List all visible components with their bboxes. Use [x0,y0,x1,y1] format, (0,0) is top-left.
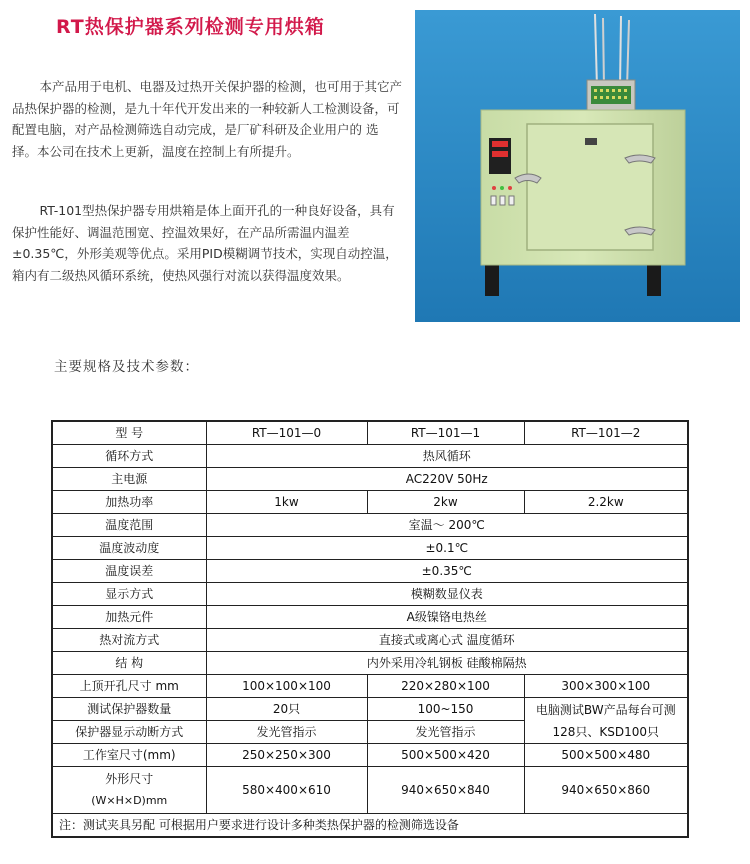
cell-value: 直接式或离心式 温度循环 [206,629,688,652]
table-row-top-hole [52,675,688,698]
cell-value: 热风循环 [206,445,688,468]
table-row-model [52,421,688,445]
row-label: 温度误差 [52,560,206,583]
cell-value: A级镍铬电热丝 [206,606,688,629]
cell-value: 100×100×100 [206,675,367,698]
row-label: 温度波动度 [52,537,206,560]
model-0: RT—101—0 [206,421,367,445]
cell-value: 发光管指示 [206,721,367,744]
cell-value: 20只 [206,698,367,721]
oven-illustration [415,10,740,322]
cell-value: 500×500×480 [524,744,688,767]
cell-value: 580×400×610 [206,767,367,814]
row-label: 热对流方式 [52,629,206,652]
row-label: 结 构 [52,652,206,675]
cell-value: 发光管指示 [367,721,524,744]
table-row-temp-error [52,560,688,583]
intro-paragraph-2: RT-101型热保护器专用烘箱是体上面开孔的一种良好设备，具有保护性能好、调温范围宽、控温效果好，在产品所需温内温差±0.35℃，外形美观等优点。采用PID模糊调节技术，实现自动控温，箱内有二级热风循环系统，使热风强行对流以获得温度效果。 [12,203,398,283]
cell-value: AC220V 50Hz [206,468,688,491]
row-label: 上顶开孔尺寸 mm [52,675,206,698]
row-label: 温度范围 [52,514,206,537]
table-row-convection [52,629,688,652]
table-note: 注：测试夹具另配 可根据用户要求进行设计多种类热保护器的检测筛选设备 [52,814,688,838]
table-row-temp-fluctuation [52,537,688,560]
cell-value: 1kw [206,491,367,514]
table-row-chamber-size [52,744,688,767]
row-label: 加热功率 [52,491,206,514]
row-label: 工作室尺寸(mm) [52,744,206,767]
intro-paragraph-1: 本产品用于电机、电器及过热开关保护器的检测，也可用于其它产品热保护器的检测，是九十年代开发出来的一种较新人工检测设备，可配置电脑，对产品检测筛选自动完成，是厂矿科研及企业用户的 选择。本公司在技术上更新，温度在控制上有所提升。 [12,79,403,159]
cell-value: 940×650×840 [367,767,524,814]
specs-heading: 主要规格及技术参数： [54,359,199,375]
table-row-protector-count [52,698,688,721]
table-row-outer-size [52,767,688,814]
row-label-line2: (W×H×D)mm [91,794,168,807]
row-label: 测试保护器数量 [52,698,206,721]
cell-value: 2.2kw [524,491,688,514]
oven-photo [415,10,740,322]
table-row-heating-power [52,491,688,514]
cell-value: 940×650×860 [524,767,688,814]
cell-value: 室温～ 200℃ [206,514,688,537]
cell-value: 250×250×300 [206,744,367,767]
table-row-display [52,583,688,606]
cell-value: 内外采用冷轧钢板 硅酸棉隔热 [206,652,688,675]
cell-value: 220×280×100 [367,675,524,698]
table-row-note [52,814,688,838]
row-label: 循环方式 [52,445,206,468]
table-row-heating-element [52,606,688,629]
model-2: RT—101—2 [524,421,688,445]
cell-value: 100~150 [367,698,524,721]
row-label: 保护器显示动断方式 [52,721,206,744]
cell-value: 模糊数显仪表 [206,583,688,606]
table-row-structure [52,652,688,675]
table-row-temp-range [52,514,688,537]
row-label: 加热元件 [52,606,206,629]
spec-table [51,420,689,838]
cell-value: 300×300×100 [524,675,688,698]
row-label [52,767,206,814]
model-1: RT—101—1 [367,421,524,445]
row-label-line1: 外形尺寸 [105,772,154,786]
table-row-power-supply [52,468,688,491]
cell-value: 2kw [367,491,524,514]
page-title: RT热保护器系列检测专用烘箱 [56,16,325,38]
row-label: 主电源 [52,468,206,491]
cell-value: ±0.35℃ [206,560,688,583]
cell-value: ±0.1℃ [206,537,688,560]
row-label: 型 号 [52,421,206,445]
table-row-circulation [52,445,688,468]
cell-value: 500×500×420 [367,744,524,767]
cell-value: 电脑测试BW产品每台可测128只、KSD100只 [524,698,688,744]
row-label: 显示方式 [52,583,206,606]
